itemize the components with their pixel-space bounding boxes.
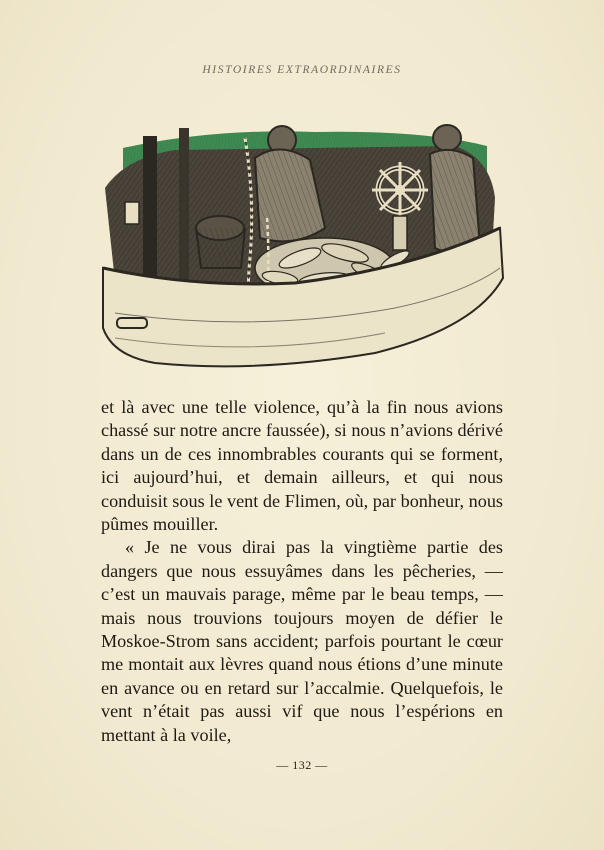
paragraph-quote: « Je ne vous dirai pas la vingtième partie des dangers que nous essuyâmes dans les pêcheries, — c’est un mauvais parage, même par le beau temps, — mais nous trouvions toujours moyen de défier le Moskoe-Strom sans accident; parfois pourtant le cœur me montait aux lèvres quand nous étions d’une minute en avance ou en retard sur l’accalmie. Quelquefois, le vent n’était pas aussi vif que nous l’espérions en mettant à la voile, bbox=[101, 537, 503, 745]
running-head: HISTOIRES EXTRAORDINAIRES bbox=[202, 64, 402, 76]
boat-illustration bbox=[95, 118, 505, 376]
paragraph-continuation: et là avec une telle violence, qu’à la fin nous avions chassé sur notre ancre faussée), si nous n’avions dérivé dans un de ces innombrables courants qui se forment, ici aujourd’hui, et demain ailleurs, et qui nous conduisit sous le vent de Flimen, où, par bonheur, nous pûmes mouiller. bbox=[101, 397, 503, 535]
page-number: — 132 — bbox=[276, 758, 328, 772]
body-text bbox=[101, 396, 503, 747]
